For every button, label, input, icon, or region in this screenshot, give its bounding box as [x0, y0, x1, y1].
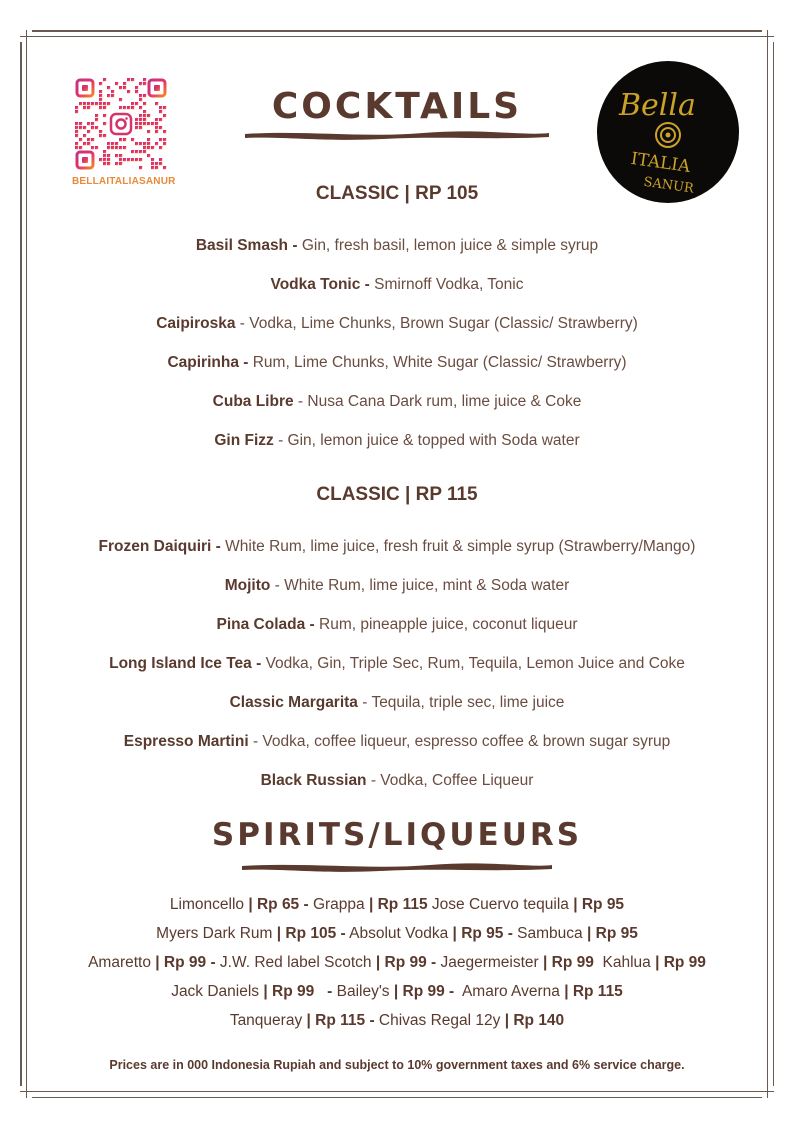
menu-item: [0, 237, 794, 255]
bella-italia-logo: [597, 61, 739, 203]
qr-module: [163, 142, 166, 145]
item-name: Black Russian: [260, 772, 367, 789]
logo-word-italia: ITALIA: [629, 148, 692, 178]
spirit-price: | Rp 95 -: [452, 925, 513, 942]
qr-module: [131, 138, 134, 141]
qr-module: [103, 154, 106, 157]
qr-module: [99, 130, 102, 133]
brush-divider: [240, 856, 554, 876]
spirit-name: Tanqueray: [229, 1012, 307, 1029]
spirit-name: Myers Dark Rum: [156, 925, 277, 942]
spirit-price: | Rp 115: [564, 983, 623, 1000]
menu-item: [0, 655, 794, 673]
item-name: Caipiroska: [156, 315, 236, 332]
qr-module: [83, 142, 86, 145]
spirits-line: [0, 925, 794, 943]
qr-module: [75, 130, 78, 133]
qr-module: [119, 146, 122, 149]
qr-module: [119, 158, 122, 161]
spirits-line: [0, 1012, 794, 1030]
spirit-price: | Rp 99 -: [155, 954, 216, 971]
menu-item: [0, 276, 794, 294]
qr-module: [87, 130, 90, 133]
spirit-price: | Rp 99 -: [393, 983, 455, 1000]
qr-module: [79, 138, 82, 141]
qr-module: [139, 142, 142, 145]
qr-module: [87, 138, 90, 141]
menu-item: [0, 393, 794, 411]
qr-module: [139, 82, 142, 85]
logo-word-bella: Bella: [619, 88, 696, 123]
qr-module: [115, 154, 118, 157]
spirit-name: Jose Cuervo tequila: [427, 896, 574, 913]
item-name: Mojito: [224, 577, 271, 594]
spirit-price: | Rp 105 -: [276, 925, 346, 942]
qr-module: [95, 146, 98, 149]
qr-module: [75, 134, 78, 137]
qr-module: [107, 162, 110, 165]
qr-module: [163, 138, 166, 141]
qr-module: [131, 158, 134, 161]
qr-module: [151, 166, 154, 169]
qr-module: [99, 82, 102, 85]
qr-module: [147, 142, 150, 145]
menu-item: [0, 315, 794, 333]
qr-module: [135, 150, 138, 153]
qr-module: [147, 146, 150, 149]
qr-module: [111, 146, 114, 149]
qr-module: [139, 166, 142, 169]
qr-module: [87, 142, 90, 145]
menu-item: [0, 538, 794, 556]
qr-module: [131, 150, 134, 153]
menu-item: [0, 694, 794, 712]
qr-module: [123, 158, 126, 161]
item-desc: - Gin, lemon juice & topped with Soda water: [278, 432, 580, 449]
qr-module: [155, 142, 158, 145]
qr-module: [103, 78, 106, 81]
item-name: Classic Margarita: [229, 694, 358, 711]
qr-module: [99, 134, 102, 137]
qr-module: [75, 146, 78, 149]
qr-module: [103, 158, 106, 161]
qr-module: [119, 154, 122, 157]
qr-module: [147, 130, 150, 133]
qr-module: [159, 158, 162, 161]
menu-item: [0, 772, 794, 790]
qr-module: [131, 78, 134, 81]
qr-module: [111, 142, 114, 145]
qr-module: [123, 146, 126, 149]
qr-module: [123, 138, 126, 141]
spirit-name: Grappa: [308, 896, 369, 913]
menu-item: [0, 616, 794, 634]
item-name: Capirinha -: [167, 354, 249, 371]
qr-module: [143, 78, 146, 81]
item-name: Long Island Ice Tea -: [109, 655, 262, 672]
instagram-handle[interactable]: BELLAITALIASANUR: [72, 176, 176, 187]
qr-module: [83, 134, 86, 137]
qr-module: [103, 134, 106, 137]
qr-module: [91, 146, 94, 149]
qr-module: [103, 162, 106, 165]
qr-module: [147, 154, 150, 157]
spirit-price: | Rp 115 -: [306, 1012, 375, 1029]
qr-module: [143, 150, 146, 153]
qr-module: [163, 166, 166, 169]
spirits-line: [0, 954, 794, 972]
qr-module: [107, 142, 110, 145]
item-name: Espresso Martini: [123, 733, 249, 750]
section-title-classic-105: CLASSIC | RP 105: [315, 183, 479, 204]
spirit-name: Kahlua: [593, 954, 656, 971]
item-desc: - Vodka, Lime Chunks, Brown Sugar (Classic/ Strawberry): [239, 315, 638, 332]
item-name: Cuba Libre: [212, 393, 294, 410]
qr-module: [75, 142, 78, 145]
spirit-price: | Rp 140: [504, 1012, 565, 1029]
item-desc: - Nusa Cana Dark rum, lime juice & Coke: [297, 393, 582, 410]
spirit-name: Sambuca: [512, 925, 587, 942]
spirit-name: Jaegermeister: [436, 954, 544, 971]
spirit-price: | Rp 115: [368, 896, 428, 913]
spirit-price: | Rp 65 -: [248, 896, 309, 913]
qr-module: [155, 166, 158, 169]
qr-module: [79, 146, 82, 149]
qr-module: [139, 150, 142, 153]
item-desc: Rum, pineapple juice, coconut liqueur: [319, 616, 578, 633]
item-name: Pina Colada -: [216, 616, 315, 633]
qr-module: [107, 154, 110, 157]
brush-divider: [243, 124, 551, 144]
item-name: Basil Smash -: [195, 237, 298, 254]
menu-item: [0, 354, 794, 372]
spirit-name: Amaro Averna: [454, 983, 565, 1000]
item-desc: - Vodka, Coffee Liqueur: [370, 772, 534, 789]
qr-module: [127, 158, 130, 161]
qr-module: [115, 82, 118, 85]
cocktails-heading: COCKTAILS: [271, 86, 523, 127]
qr-module: [127, 78, 130, 81]
qr-module: [91, 138, 94, 141]
logo-word-sanur: SANUR: [642, 174, 695, 197]
price-disclaimer: Prices are in 000 Indonesia Rupiah and subject to 10% government taxes and 6% service charge.: [109, 1058, 685, 1072]
qr-module: [155, 162, 158, 165]
spirit-name: Bailey's: [336, 983, 394, 1000]
item-desc: - White Rum, lime juice, mint & Soda water: [274, 577, 570, 594]
qr-module: [135, 158, 138, 161]
qr-module: [115, 142, 118, 145]
qr-module: [119, 138, 122, 141]
spirits-heading: SPIRITS/LIQUEURS: [211, 817, 583, 853]
item-desc: Rum, Lime Chunks, White Sugar (Classic/ Strawberry): [252, 354, 627, 371]
qr-module: [151, 158, 154, 161]
qr-module: [143, 82, 146, 85]
spirit-name: J.W. Red label Scotch: [215, 954, 376, 971]
qr-module: [155, 130, 158, 133]
spirit-name: Jack Daniels: [171, 983, 264, 1000]
spirit-price: | Rp 99: [655, 954, 706, 971]
spirits-line: [0, 896, 794, 914]
qr-module: [163, 130, 166, 133]
spirit-name: Amaretto: [88, 954, 156, 971]
spirit-name: Chivas Regal 12y: [374, 1012, 505, 1029]
item-name: Vodka Tonic -: [270, 276, 370, 293]
qr-module: [143, 142, 146, 145]
spirit-name: Limoncello: [169, 896, 249, 913]
spirit-price: | Rp 95: [586, 925, 638, 942]
spirit-price: | Rp 99: [543, 954, 594, 971]
item-desc: Gin, fresh basil, lemon juice & simple syrup: [301, 237, 599, 254]
spirit-price: | Rp 99 -: [375, 954, 437, 971]
qr-module: [159, 162, 162, 165]
item-desc: - Tequila, triple sec, lime juice: [362, 694, 565, 711]
section-title-classic-115: CLASSIC | RP 115: [316, 484, 478, 505]
qr-module: [103, 150, 106, 153]
qr-module: [147, 138, 150, 141]
menu-item: [0, 432, 794, 450]
qr-module: [123, 82, 126, 85]
qr-module: [151, 162, 154, 165]
item-desc: Vodka, Gin, Triple Sec, Rum, Tequila, Lemon Juice and Coke: [265, 655, 685, 672]
spirit-price: | Rp 99: [263, 983, 315, 1000]
spirit-price: -: [314, 983, 337, 1000]
spirit-name: Absolut Vodka: [345, 925, 453, 942]
qr-module: [139, 158, 142, 161]
spirits-line: [0, 983, 794, 1001]
qr-module: [115, 162, 118, 165]
item-name: Gin Fizz: [214, 432, 274, 449]
menu-item: [0, 577, 794, 595]
qr-module: [115, 146, 118, 149]
qr-module: [159, 146, 162, 149]
qr-module: [107, 158, 110, 161]
item-name: Frozen Daiquiri -: [98, 538, 221, 555]
menu-item: [0, 733, 794, 751]
qr-module: [151, 146, 154, 149]
spirit-price: | Rp 95: [573, 896, 625, 913]
item-desc: White Rum, lime juice, fresh fruit & simple syrup (Strawberry/Mango): [225, 538, 696, 555]
qr-module: [119, 162, 122, 165]
qr-module: [143, 146, 146, 149]
qr-module: [99, 158, 102, 161]
qr-module: [135, 142, 138, 145]
item-desc: - Vodka, coffee liqueur, espresso coffee & brown sugar syrup: [252, 733, 671, 750]
item-desc: Smirnoff Vodka, Tonic: [374, 276, 524, 293]
qr-module: [107, 146, 110, 149]
qr-module: [159, 138, 162, 141]
